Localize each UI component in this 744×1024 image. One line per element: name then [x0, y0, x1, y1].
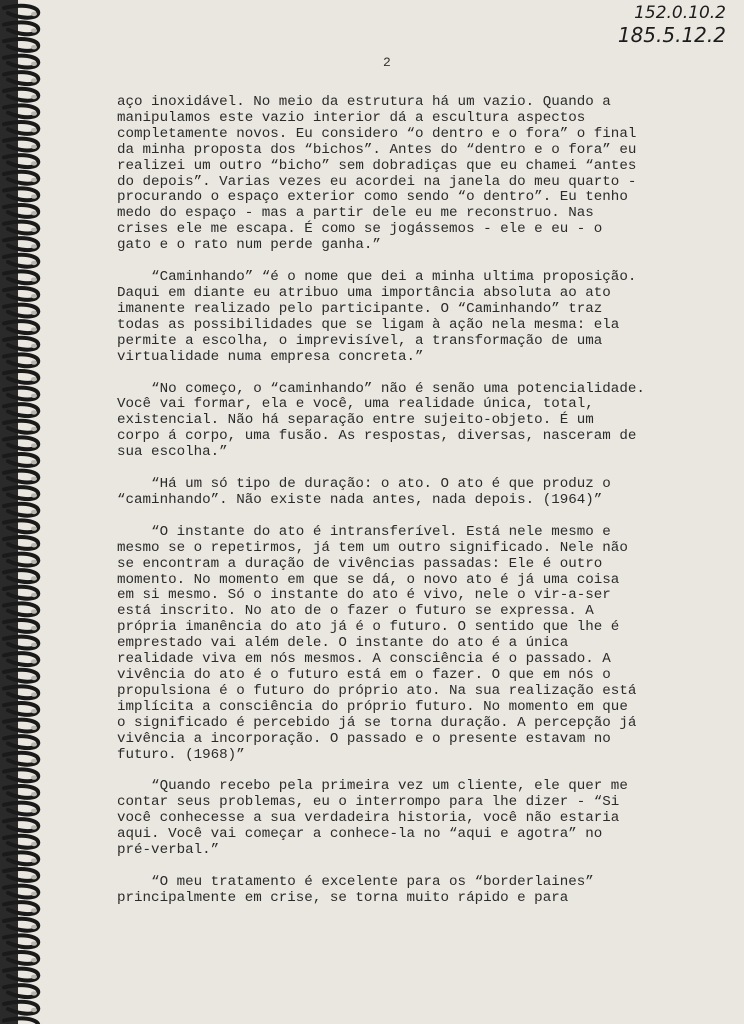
binding-hole [31, 244, 37, 248]
binding-hole [31, 825, 37, 829]
paragraph: “O instante do ato é intransferível. Está nele mesmo e mesmo se o repetirmos, já tem um outro significado. Nele não se encontram a duração de vivências passadas: Ele é outro momento. No momento em que se dá, o novo ato é já uma coisa em si mesmo. Só o instante do ato é vivo, nele o vir-a-ser está inscrito. No ato de o fazer o futuro se expressa. A própria imanência do ato já é o futuro. O sentido que lhe é emprestado vai além dele. O instante do ato é a única realidade viva em nós mesmos. A consciência é o passado. A vivência do ato é o futuro está em o fazer. O que em nós o propulsiona é o futuro do próprio ato. Na sua realização está implícita a consciência do próprio futuro. No momento em que o significado é percebido já se torna duração. A percepção já vivência a incorporação. O passado e o presente estavam no futuro. (1968)” [117, 523, 637, 763]
handwritten-annotation [618, 2, 726, 46]
binding-hole [31, 659, 37, 663]
binding-hole [31, 775, 37, 779]
binding-hole [31, 311, 37, 315]
binding-hole [31, 908, 37, 912]
binding-hole [31, 277, 37, 281]
binding-hole [31, 576, 37, 580]
paragraph: “No começo, o “caminhando” não é senão uma potencialidade. Você vai formar, ela e você, uma realidade única, total, existencial. Não há separação entre sujeito-objeto. É um corpo á corpo, uma fusão. As respostas, diversas, nasceram de sua escolha.” [117, 380, 645, 461]
binding-hole [31, 493, 37, 497]
binding-hole [31, 726, 37, 730]
binding-hole [31, 510, 37, 514]
spiral-binding [0, 0, 60, 1024]
binding-hole [31, 111, 37, 115]
binding-hole [31, 28, 37, 32]
binding-hole [31, 543, 37, 547]
binding-hole [31, 62, 37, 66]
binding-coil [4, 1018, 38, 1024]
binding-hole [31, 228, 37, 232]
binding-hole [31, 294, 37, 298]
binding-hole [31, 427, 37, 431]
binding-hole [31, 858, 37, 862]
binding-hole [31, 161, 37, 165]
binding-hole [31, 759, 37, 763]
binding-hole [31, 958, 37, 962]
binding-hole [31, 360, 37, 364]
binding-hole [31, 460, 37, 464]
binding-hole [31, 560, 37, 564]
binding-hole [31, 892, 37, 896]
paragraph: “O meu tratamento é excelente para os “borderlaines” principalmente em crise, se torna muito rápido e para [117, 873, 594, 906]
binding-hole [31, 410, 37, 414]
binding-hole [31, 692, 37, 696]
binding-hole [31, 975, 37, 979]
binding-hole [31, 842, 37, 846]
binding-hole [31, 327, 37, 331]
binding-hole [31, 394, 37, 398]
binding-hole [31, 941, 37, 945]
paragraph: aço inoxidável. No meio da estrutura há um vazio. Quando a manipulamos este vazio interior dá a escultura aspectos completamente novos. Eu considero “o dentro e o fora” o final da minha proposta dos “bichos”. Antes do “dentro e o fora” eu realizei um outro “bicho” sem dobradiças que eu chamei “antes do depois”. Varias vezes eu acordei na janela do meu quarto - procurando o espaço exterior como sendo “o dentro”. Eu tenho medo do espaço - mas a partir dele eu me reconstruo. Nas crises ele me escapa. É como se jogássemos - ele e eu - o gato e o rato num perde ganha.” [117, 94, 637, 254]
binding-hole [31, 626, 37, 630]
binding-hole [31, 1008, 37, 1012]
binding-hole [31, 261, 37, 265]
binding-hole [31, 593, 37, 597]
binding-hole [31, 145, 37, 149]
binding-hole [31, 709, 37, 713]
body-text [117, 95, 657, 923]
binding-hole [31, 526, 37, 530]
binding-hole [31, 95, 37, 99]
binding-hole [31, 875, 37, 879]
binding-hole [31, 477, 37, 481]
annotation-line-1: 152.0.10.2 [634, 3, 726, 23]
binding-hole [31, 194, 37, 198]
binding-hole [31, 609, 37, 613]
binding-hole [31, 344, 37, 348]
binding-hole [31, 792, 37, 796]
binding-hole [31, 178, 37, 182]
binding-hole [31, 925, 37, 929]
binding-hole [31, 809, 37, 813]
paragraph: “Há um só tipo de duração: o ato. O ato é que produz o “caminhando”. Não existe nada antes, nada depois. (1964)” [117, 476, 611, 508]
binding-hole [31, 377, 37, 381]
binding-hole [31, 45, 37, 49]
page-number: 2 [383, 55, 391, 70]
paragraph: “Quando recebo pela primeira vez um cliente, ele quer me contar seus problemas, eu o interrompo para lhe dizer - “Si você conhecesse a sua verdadeira historia, você não estaria aqui. Você vai começar a conhece-la no “aqui e agotra” no pré-verbal.” [117, 778, 628, 859]
binding-hole [31, 991, 37, 995]
binding-hole [31, 742, 37, 746]
binding-hole [31, 443, 37, 447]
binding-hole [31, 211, 37, 215]
binding-hole [31, 12, 37, 16]
binding-hole [31, 643, 37, 647]
binding-hole [31, 128, 37, 132]
annotation-line-2: 185.5.12.2 [617, 23, 726, 47]
binding-hole [31, 676, 37, 680]
binding-hole [31, 78, 37, 82]
paragraph: “Caminhando” “é o nome que dei a minha ultima proposição. Daqui em diante eu atribuo uma importância absoluta ao ato imanente realizado pelo participante. O “Caminhando” traz todas as possibilidades que se ligam à ação nela mesma: ela permite a escolha, o imprevisível, a transformação de uma virtualidade numa empresa concreta.” [117, 269, 637, 365]
